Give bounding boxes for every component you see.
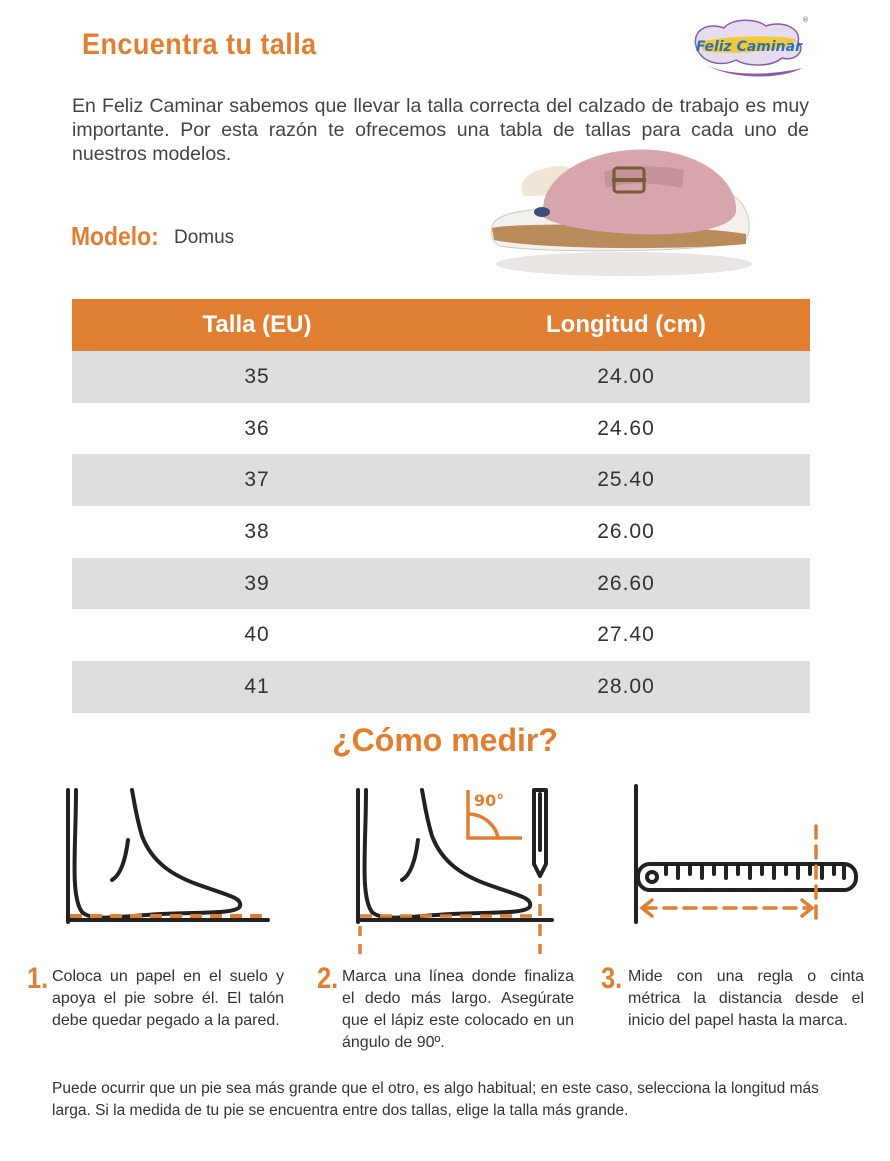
table-row [72,558,810,610]
column-header-size: Talla (EU) [72,299,442,351]
model-label: Modelo: [71,221,159,251]
length-cell: 26.00 [597,519,655,543]
size-cell: 36 [244,416,270,440]
footer-note: Puede ocurrir que un pie sea más grande que el otro, es algo habitual; en este caso, selecciona la longitud más larga. Si la medida de tu pie se encuentra entre dos tallas, elige la talla más grande. [52,1080,819,1119]
size-cell: 41 [72,661,442,713]
ruler-illustration [630,782,865,937]
table-row [72,351,810,403]
size-cell: 38 [244,519,270,543]
size-cell: 39 [72,558,442,610]
angle-label: 90° [474,791,505,810]
step-1-text: Coloca un papel en el suelo y apoya el pie sobre él. El talón debe quedar pegado a la pared. [52,968,284,1029]
step-2-number: 2. [317,962,339,995]
page-title: Encuentra tu talla [82,28,317,61]
length-cell: 24.00 [442,351,810,403]
registered-mark: ® [802,16,809,24]
length-cell: 24.60 [597,416,655,440]
foot-on-paper-illustration [62,786,282,931]
step-2-text: Marca una línea donde finaliza el dedo más largo. Asegúrate que el lápiz este colocado en un ángulo de 90º. [342,968,574,1051]
clog-image [484,136,756,286]
size-table [72,299,810,713]
length-cell: 27.40 [597,623,655,647]
size-cell: 37 [72,454,442,506]
size-cell: 40 [244,623,270,647]
table-row [72,661,810,713]
intro-paragraph: En Feliz Caminar sabemos que llevar la talla correcta del calzado de trabajo es muy importante. Por esta razón te ofrecemos una tabla de tallas para cada uno de nuestros modelos. [72,95,809,165]
length-cell: 26.60 [442,558,810,610]
table-row [72,506,810,558]
brand-logo [686,16,810,80]
logo-wordmark: Feliz Caminar [695,39,803,55]
table-row [72,454,810,506]
length-cell: 28.00 [442,661,810,713]
step-3-text: Mide con una regla o cinta métrica la distancia desde el inicio del papel hasta la marca. [628,968,864,1029]
size-cell: 35 [72,351,442,403]
length-cell: 25.40 [442,454,810,506]
table-row [72,403,810,455]
column-header-length: Longitud (cm) [442,299,810,351]
step-1-number: 1. [27,962,49,995]
how-to-measure-title: ¿Cómo medir? [332,722,558,758]
model-name: Domus [174,227,235,248]
mark-toe-illustration [352,780,562,960]
step-3-number: 3. [601,962,623,995]
table-row [72,609,810,661]
table-header-row [72,299,810,351]
